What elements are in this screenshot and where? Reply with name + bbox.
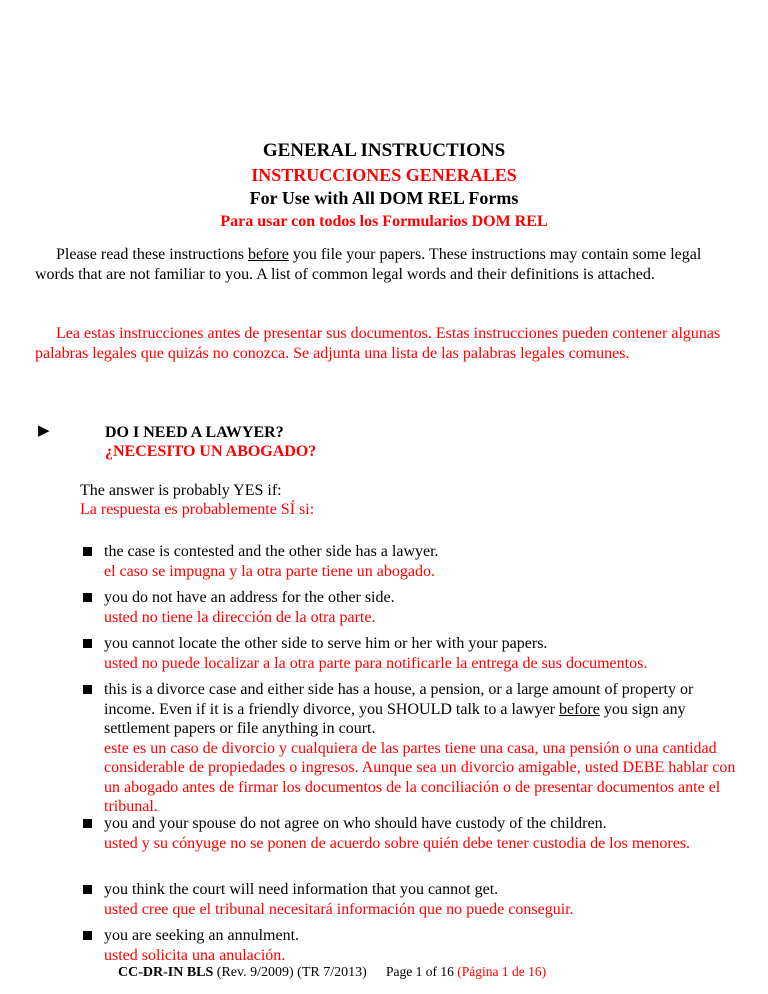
square-bullet-icon [83, 931, 92, 940]
list-item: you do not have an address for the other side. usted no tiene la dirección de la otra parte. [83, 588, 743, 627]
square-bullet-icon [83, 885, 92, 894]
lead-es: La respuesta es probablemente SÍ si: [80, 501, 315, 518]
list-item: the case is contested and the other side has a lawyer. el caso se impugna y la otra parte tiene un abogado. [83, 542, 743, 581]
square-bullet-icon [83, 593, 92, 602]
subtitle-en: For Use with All DOM REL Forms [249, 188, 519, 208]
intro-en: Please read these instructions before you file your papers. These instructions may contain some legal words that are not familiar to you. A list of common legal words and their definitions is attached. [35, 246, 702, 283]
intro-es: Lea estas instrucciones antes de presentar sus documentos. Estas instrucciones pueden contener algunas palabras legales que quizás no conozca. Se adjunta una lista de las palabras legales comunes. [35, 325, 721, 362]
list-item: you are seeking an annulment. usted solicita una anulación. [83, 926, 743, 965]
list-item: this is a divorce case and either side has a house, a pension, or a large amount of property or income. Even if it is a friendly divorce, you SHOULD talk to a lawyer before you sign any settlement papers or file anything in court. este es un caso de divorcio y cualquiera de las partes tiene una casa, una pensión o una cantidad considerable de propiedades o ingresos. Aunque sea un divorcio amigable, usted DEBE hablar con un abogado antes de firmar los documentos de la conciliación o de presentar documentos ante el tribunal. [83, 680, 743, 817]
footer-form-id: CC-DR-IN BLS (Rev. 9/2009) (TR 7/2013) [118, 965, 367, 980]
square-bullet-icon [83, 547, 92, 556]
section-heading-es: ¿NECESITO UN ABOGADO? [105, 443, 317, 460]
lead-en: The answer is probably YES if: [80, 482, 282, 499]
arrow-bullet-icon: ▶ [38, 423, 50, 439]
title-es: INSTRUCCIONES GENERALES [251, 165, 517, 185]
list-item: you and your spouse do not agree on who should have custody of the children. usted y su cónyuge no se ponen de acuerdo sobre quién debe tener custodia de los menores. [83, 814, 743, 853]
square-bullet-icon [83, 685, 92, 694]
square-bullet-icon [83, 639, 92, 648]
footer-page-number: Page 1 of 16 (Página 1 de 16) [386, 964, 547, 979]
section-heading-en: DO I NEED A LAWYER? [105, 424, 284, 441]
title-en: GENERAL INSTRUCTIONS [262, 140, 506, 161]
square-bullet-icon [83, 819, 92, 828]
list-item: you cannot locate the other side to serve him or her with your papers. usted no puede localizar a la otra parte para notificarle la entrega de sus documentos. [83, 634, 743, 673]
list-item: you think the court will need information that you cannot get. usted cree que el tribunal necesitará información que no puede conseguir. [83, 880, 743, 919]
subtitle-es: Para usar con todos los Formularios DOM REL [220, 213, 548, 230]
